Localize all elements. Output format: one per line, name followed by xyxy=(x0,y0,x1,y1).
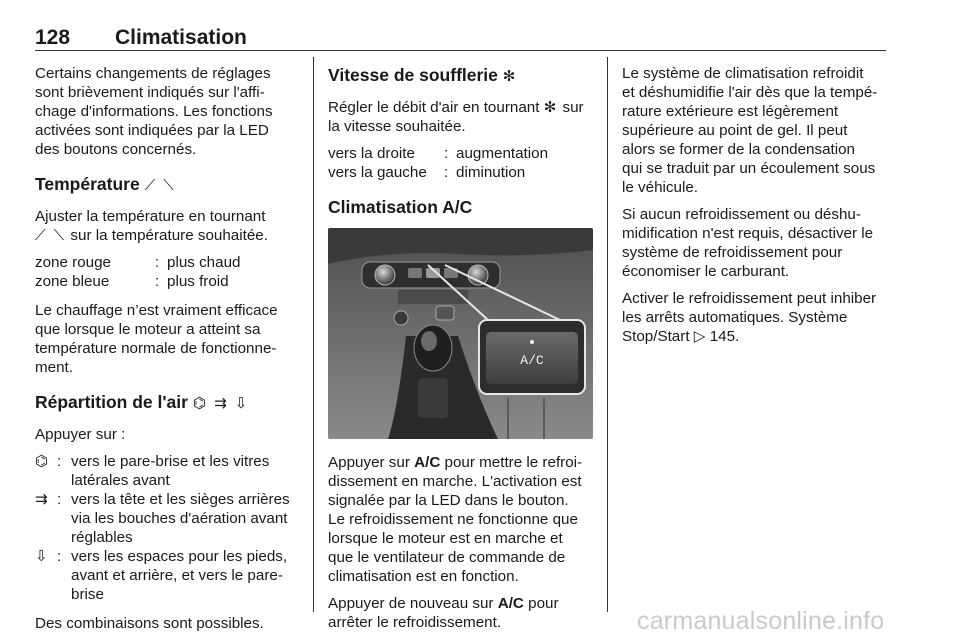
deactivate-cooling-paragraph: Si aucun refroidissement ou déshu- midification n'est requis, désactiver le système de refroidissement pour économiser le carburant. xyxy=(622,206,874,280)
temperature-knob-icon: ⟋ ⟍ xyxy=(144,177,176,194)
fan-icon: ✻ xyxy=(502,68,518,85)
ac-console-illustration xyxy=(328,228,593,439)
fan-icon: ✻ xyxy=(543,99,559,116)
page-reference-icon: ▷ xyxy=(693,328,706,345)
page-number: 128 xyxy=(35,26,71,49)
fan-speed-heading: Vitesse de soufflerie ✻ xyxy=(328,65,518,85)
windscreen-air-icon: ⌬ xyxy=(35,453,49,470)
list-item: zone rouge : plus chaud xyxy=(35,254,241,271)
ac-activation-paragraph: Appuyer sur A/C pour mettre le refroi- dissement en marche. L'activation est signalée par la LED dans le bouton. Le refroidissement ne fonctionne que lorsque le moteur est en marche et que le ventilateur de commande de climatisation est en fonction. xyxy=(328,454,583,585)
combinations-text: Des combinaisons sont possibles. xyxy=(35,615,264,632)
ac-heading: Climatisation A/C xyxy=(328,197,473,217)
page-reference-link[interactable]: 145. xyxy=(709,328,740,345)
temperature-zone-list xyxy=(35,253,305,291)
intro-paragraph: Certains changements de réglages sont brièvement indiqués sur l'affi- chage d'informations. Les fonctions activées sont indiquées par la LED des boutons concernés. xyxy=(35,65,273,158)
ac-button-label: A/C xyxy=(520,353,544,368)
heating-note: Le chauffage n’est vraiment efficace que lorsque le moteur a atteint sa température normale de fonctionne- ment. xyxy=(35,302,278,376)
stop-start-paragraph: Activer le refroidissement peut inhiber les arrêts automatiques. Système Stop/Start ▷ 145. xyxy=(622,290,877,345)
page-title: Climatisation xyxy=(115,26,247,49)
watermark: carmanualsonline.info xyxy=(637,607,885,635)
page-header xyxy=(35,22,885,52)
column-3 xyxy=(622,64,890,354)
list-item: ⇩ : vers les espaces pour les pieds, avant et arrière, et vers le pare- brise xyxy=(35,548,288,603)
footwell-air-icon: ⇩ xyxy=(35,548,48,565)
list-item: vers la droite : augmentation xyxy=(328,145,549,162)
ac-system-paragraph: Le système de climatisation refroidit et déshumidifie l'air dès que la tempé- rature extérieure est légèrement supérieure au point de gel. Il peut alors se former de la condensation qui se traduit par un écoulement sous le véhicule. xyxy=(622,65,878,196)
list-item: ⇉ : vers la tête et les sièges arrières via les bouches d'aération avant réglables xyxy=(35,491,290,546)
head-air-icon: ⇉ xyxy=(35,491,48,508)
list-item: zone bleue : plus froid xyxy=(35,273,229,290)
temperature-knob-icon: ⟋ ⟍ xyxy=(35,227,67,244)
ac-deactivation-paragraph: Appuyer de nouveau sur A/C pour arrêter le refroidissement. xyxy=(328,595,559,631)
ac-console-photo xyxy=(328,228,593,439)
list-item: ⌬ : vers le pare-brise et les vitres latérales avant xyxy=(35,453,270,489)
air-distribution-heading: Répartition de l'air ⌬ ⇉ ⇩ xyxy=(35,392,250,412)
air-distribution-list xyxy=(35,452,305,604)
press-text: Appuyer sur : xyxy=(35,426,126,443)
fan-speed-paragraph: Régler le débit d'air en tournant ✻ sur la vitesse souhaitée. xyxy=(328,99,584,135)
column-2 xyxy=(328,64,596,640)
list-item: vers la gauche : diminution xyxy=(328,164,526,181)
header-rule xyxy=(35,50,886,51)
fan-direction-list xyxy=(328,144,596,182)
temperature-heading: Température ⟋ ⟍ xyxy=(35,174,176,194)
column-divider-2 xyxy=(607,57,608,612)
temperature-paragraph: Ajuster la température en tournant ⟋ ⟍ sur la température souhaitée. xyxy=(35,208,268,244)
column-1 xyxy=(35,64,305,641)
column-divider-1 xyxy=(313,57,314,612)
air-distribution-icons: ⌬ ⇉ ⇩ xyxy=(192,395,250,412)
